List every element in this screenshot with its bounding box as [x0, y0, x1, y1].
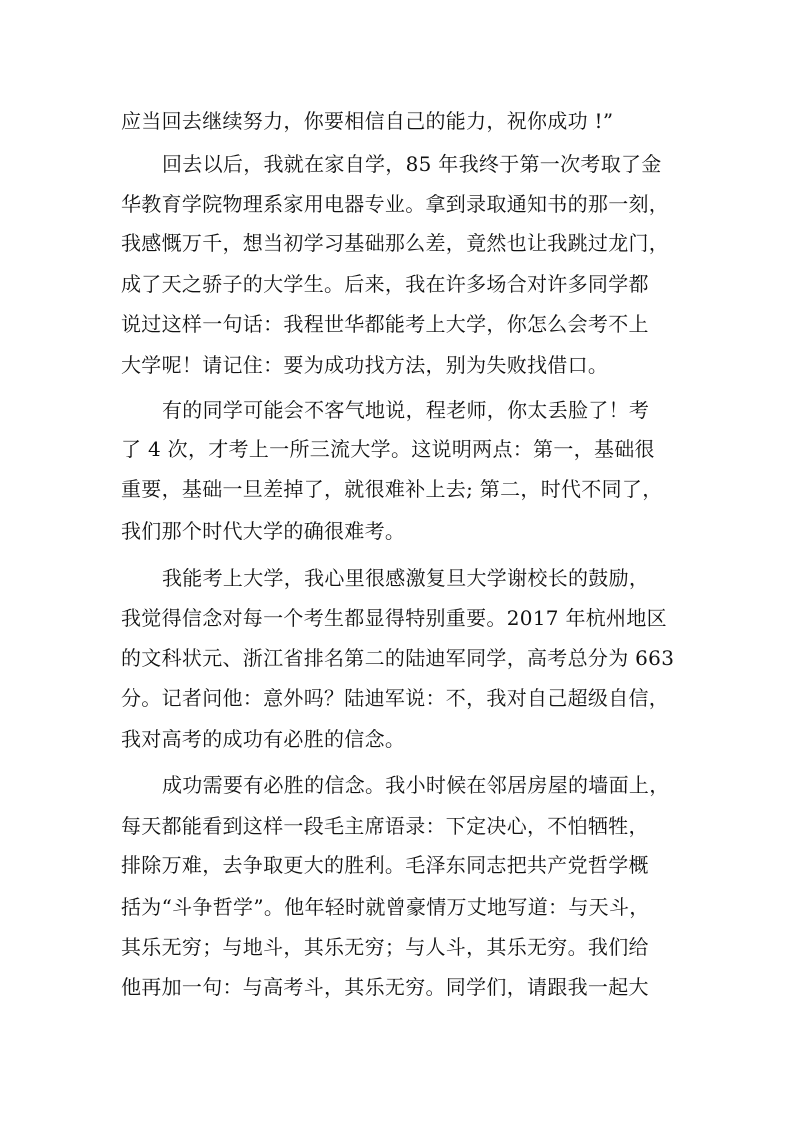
text-line: 括为“斗争哲学”。他年轻时就曾豪情万丈地写道：与天斗，: [121, 895, 650, 919]
text-line: 分。记者问他：意外吗？陆迪军说：不，我对自己超级自信，: [121, 686, 670, 710]
text-line: 排除万难，去争取更大的胜利。毛泽东同志把共产党哲学概: [121, 853, 649, 877]
text-line: 我感慨万千，想当初学习基础那么差，竟然也让我跳过龙门，: [121, 231, 670, 255]
text-line: 的文科状元、浙江省排名第二的陆迪军同学，高考总分为 663: [121, 646, 675, 670]
text-line: 他再加一句：与高考斗，其乐无穷。同学们，请跟我一起大: [121, 975, 649, 999]
paragraph-first-line: 成功需要有必胜的信念。我小时候在邻居房屋的墙面上，: [162, 773, 670, 797]
text-line: 我对高考的成功有必胜的信念。: [121, 727, 406, 751]
text-line: 重要，基础一旦差掉了，就很难补上去; 第二，时代不同了，: [121, 477, 663, 501]
text-line: 应当回去继续努力，你要相信自己的能力，祝你成功 !”: [121, 109, 614, 133]
text-line: 大学呢！请记住：要为成功找方法，别为失败找借口。: [121, 353, 609, 377]
text-line: 说过这样一句话：我程世华都能考上大学，你怎么会考不上: [121, 312, 649, 336]
text-line: 华教育学院物理系家用电器专业。拿到录取通知书的那一刻，: [121, 192, 670, 216]
paragraph-first-line: 有的同学可能会不客气地说，程老师，你太丢脸了！考: [162, 398, 650, 422]
text-line: 每天都能看到这样一段毛主席语录：下定决心，不怕牺牲，: [121, 814, 649, 838]
paragraph-first-line: 我能考上大学，我心里很感激复旦大学谢校长的鼓励，: [162, 566, 650, 590]
text-line: 我们那个时代大学的确很难考。: [121, 519, 406, 543]
paragraph-first-line: 回去以后，我就在家自学，85 年我终于第一次考取了金: [162, 152, 662, 176]
text-line: 我觉得信念对每一个考生都显得特别重要。2017 年杭州地区: [121, 606, 667, 630]
text-line: 其乐无穷；与地斗，其乐无穷；与人斗，其乐无穷。我们给: [121, 935, 649, 959]
text-line: 成了天之骄子的大学生。后来，我在许多场合对许多同学都: [121, 272, 649, 296]
text-line: 了 4 次，才考上一所三流大学。这说明两点：第一，基础很: [121, 437, 655, 461]
